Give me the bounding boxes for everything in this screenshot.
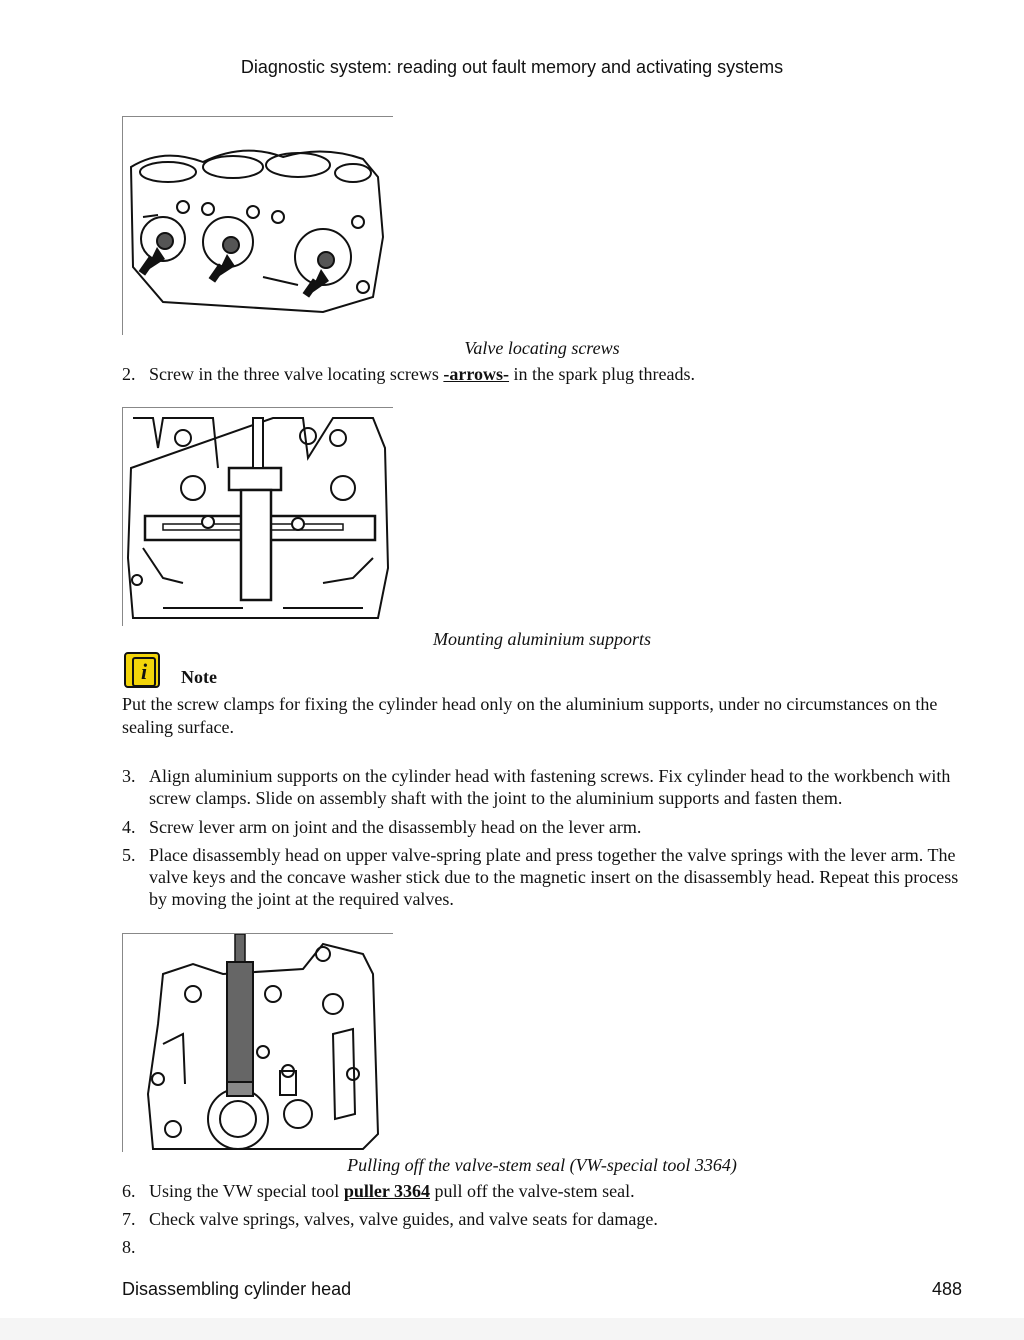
page-bottom-band: [0, 1318, 1024, 1340]
figure-valve-stem-seal: [122, 933, 393, 1152]
arrows-link[interactable]: -arrows-: [443, 364, 510, 384]
info-icon: [124, 652, 160, 688]
note-title: Note: [181, 667, 217, 687]
figure-caption: Mounting aluminium supports: [432, 629, 651, 649]
step-text: Screw in the three valve locating screws: [149, 364, 444, 384]
step-text: Align aluminium supports on the cylinder head with fastening screws. Fix cylinder head to the workbench with screw clamps. Slide on assembly shaft with the joint to the aluminium supports and fasten them.: [149, 766, 951, 808]
step-number: 6.: [122, 1181, 136, 1201]
page-number: 488: [931, 1279, 962, 1299]
step-text-end: in the spark plug threads.: [509, 364, 696, 384]
step-text: Screw lever arm on joint and the disassembly head on the lever arm.: [149, 817, 642, 837]
step-3: [122, 765, 962, 809]
step-number: 5.: [122, 845, 136, 865]
valve-locating-screws-illustration: [123, 117, 393, 335]
info-icon-glyph: i: [132, 657, 156, 687]
step-number: 4.: [122, 817, 136, 837]
step-text: Check valve springs, valves, valve guides, and valve seats for damage.: [149, 1209, 658, 1229]
step-number: 8.: [122, 1237, 136, 1257]
valve-stem-seal-puller-illustration: [123, 934, 393, 1152]
step-text: Using the VW special tool: [149, 1181, 344, 1201]
step-2: [122, 363, 962, 385]
footer-section-title: Disassembling cylinder head: [122, 1279, 352, 1299]
step-6: [122, 1180, 962, 1202]
figure-aluminium-supports: [122, 407, 393, 626]
page-header: Diagnostic system: reading out fault memory and activating systems: [240, 57, 784, 77]
figure-caption: Pulling off the valve-stem seal (VW-special tool 3364): [347, 1155, 737, 1175]
puller-3364-link[interactable]: puller 3364: [343, 1181, 430, 1201]
step-text: Place disassembly head on upper valve-spring plate and press together the valve springs with the lever arm. The valve keys and the concave washer stick due to the magnetic insert on the disassembly head. Repeat this process by moving the joint at the required valves.: [149, 845, 959, 909]
figure-valve-locating-screws: [122, 116, 393, 335]
step-7: [122, 1208, 962, 1230]
step-5: [122, 844, 962, 910]
step-text-end: pull off the valve-stem seal.: [430, 1181, 635, 1201]
aluminium-supports-illustration: [123, 408, 393, 626]
step-number: 2.: [122, 364, 136, 384]
step-number: 3.: [122, 766, 136, 786]
figure-caption: Valve locating screws: [464, 338, 620, 358]
note-text: Put the screw clamps for fixing the cylinder head only on the aluminium supports, under no circumstances on the sealing surface.: [122, 694, 938, 737]
step-number: 7.: [122, 1209, 136, 1229]
step-4: [122, 816, 962, 838]
